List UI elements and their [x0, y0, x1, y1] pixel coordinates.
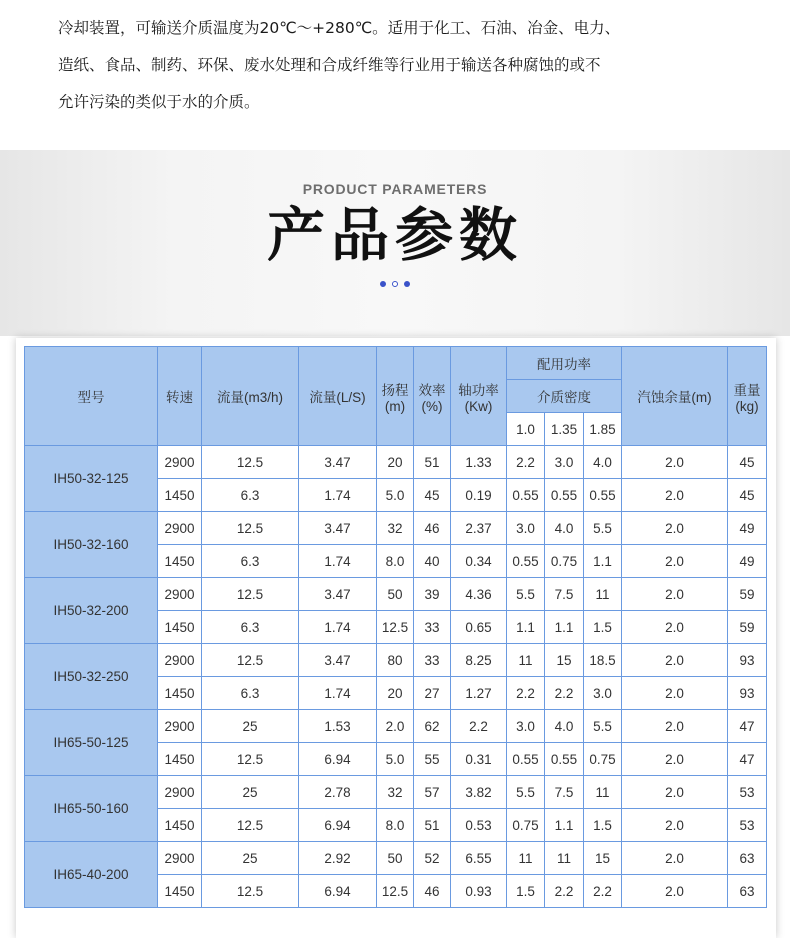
- model-cell: IH65-40-200: [25, 842, 158, 908]
- header-weight: [728, 347, 767, 446]
- value-cell: 15: [584, 842, 622, 875]
- value-cell: 2.37: [451, 512, 507, 545]
- value-cell: 0.75: [507, 809, 545, 842]
- value-cell: 5.0: [377, 479, 414, 512]
- value-cell: 11: [584, 578, 622, 611]
- value-cell: 62: [414, 710, 451, 743]
- value-cell: 2.2: [451, 710, 507, 743]
- value-cell: 6.3: [202, 677, 299, 710]
- header-density-1: 1.0: [507, 413, 545, 446]
- value-cell: 11: [584, 776, 622, 809]
- table-row: [25, 710, 767, 743]
- section-banner: [0, 150, 790, 336]
- table-body: [25, 446, 767, 908]
- value-cell: 33: [414, 644, 451, 677]
- value-cell: 1.53: [299, 710, 377, 743]
- value-cell: 53: [728, 809, 767, 842]
- value-cell: 63: [728, 875, 767, 908]
- header-weight-l2: (kg): [735, 398, 759, 414]
- value-cell: 0.55: [507, 545, 545, 578]
- value-cell: 2900: [158, 512, 202, 545]
- value-cell: 4.36: [451, 578, 507, 611]
- value-cell: 2900: [158, 842, 202, 875]
- value-cell: 1.1: [545, 611, 584, 644]
- value-cell: 50: [377, 842, 414, 875]
- value-cell: 2.0: [622, 512, 728, 545]
- value-cell: 18.5: [584, 644, 622, 677]
- value-cell: 0.93: [451, 875, 507, 908]
- value-cell: 3.82: [451, 776, 507, 809]
- value-cell: 3.0: [507, 512, 545, 545]
- header-shaft-l2: (Kw): [464, 398, 493, 414]
- value-cell: 63: [728, 842, 767, 875]
- value-cell: 2.0: [622, 710, 728, 743]
- value-cell: 1450: [158, 677, 202, 710]
- value-cell: 0.55: [507, 743, 545, 776]
- value-cell: 55: [414, 743, 451, 776]
- value-cell: 6.3: [202, 479, 299, 512]
- section-subtitle: PRODUCT PARAMETERS: [302, 181, 488, 197]
- value-cell: 2.2: [507, 446, 545, 479]
- value-cell: 0.31: [451, 743, 507, 776]
- value-cell: 0.75: [584, 743, 622, 776]
- value-cell: 20: [377, 446, 414, 479]
- value-cell: 11: [507, 644, 545, 677]
- intro-line: 允许污染的类似于水的介质。: [58, 93, 260, 111]
- table-row: [25, 578, 767, 611]
- value-cell: 59: [728, 611, 767, 644]
- value-cell: 1450: [158, 875, 202, 908]
- table-row: [25, 512, 767, 545]
- table-header: [25, 347, 767, 446]
- model-cell: IH50-32-160: [25, 512, 158, 578]
- value-cell: 3.0: [584, 677, 622, 710]
- value-cell: 12.5: [202, 512, 299, 545]
- value-cell: 51: [414, 446, 451, 479]
- value-cell: 1450: [158, 611, 202, 644]
- value-cell: 45: [728, 479, 767, 512]
- value-cell: 1.5: [584, 611, 622, 644]
- value-cell: 47: [728, 710, 767, 743]
- value-cell: 1.74: [299, 545, 377, 578]
- value-cell: 2900: [158, 776, 202, 809]
- value-cell: 2.0: [377, 710, 414, 743]
- value-cell: 2.0: [622, 677, 728, 710]
- table-row: [25, 842, 767, 875]
- value-cell: 0.75: [545, 545, 584, 578]
- value-cell: 1450: [158, 809, 202, 842]
- value-cell: 20: [377, 677, 414, 710]
- value-cell: 12.5: [202, 743, 299, 776]
- model-cell: IH65-50-125: [25, 710, 158, 776]
- value-cell: 52: [414, 842, 451, 875]
- value-cell: 27: [414, 677, 451, 710]
- value-cell: 5.5: [584, 512, 622, 545]
- parameters-table: [24, 346, 767, 908]
- value-cell: 0.34: [451, 545, 507, 578]
- dot-icon: [380, 281, 386, 287]
- value-cell: 6.94: [299, 809, 377, 842]
- value-cell: 1.27: [451, 677, 507, 710]
- value-cell: 32: [377, 776, 414, 809]
- value-cell: 6.3: [202, 545, 299, 578]
- value-cell: 5.5: [584, 710, 622, 743]
- value-cell: 2900: [158, 578, 202, 611]
- model-cell: IH50-32-250: [25, 644, 158, 710]
- value-cell: 40: [414, 545, 451, 578]
- dot-ring-icon: [392, 281, 398, 287]
- value-cell: 6.55: [451, 842, 507, 875]
- header-eff-l1: 效率: [418, 382, 446, 398]
- value-cell: 47: [728, 743, 767, 776]
- header-weight-l1: 重量: [733, 382, 761, 398]
- value-cell: 5.0: [377, 743, 414, 776]
- intro-line: 造纸、食品、制药、环保、废水处理和合成纤维等行业用于输送各种腐蚀的或不: [58, 56, 601, 74]
- header-head-l2: (m): [384, 398, 406, 414]
- value-cell: 12.5: [202, 875, 299, 908]
- value-cell: 2.0: [622, 776, 728, 809]
- value-cell: 1.1: [584, 545, 622, 578]
- header-density-3: 1.85: [584, 413, 622, 446]
- value-cell: 2900: [158, 710, 202, 743]
- header-efficiency: [414, 347, 451, 446]
- value-cell: 39: [414, 578, 451, 611]
- decorative-dots: [0, 281, 790, 287]
- value-cell: 0.55: [545, 743, 584, 776]
- value-cell: 1.74: [299, 611, 377, 644]
- value-cell: 12.5: [377, 875, 414, 908]
- table-row: [25, 644, 767, 677]
- model-cell: IH50-32-200: [25, 578, 158, 644]
- value-cell: 3.47: [299, 512, 377, 545]
- section-title: 产品参数: [266, 201, 523, 269]
- value-cell: 2.0: [622, 545, 728, 578]
- value-cell: 2.2: [545, 677, 584, 710]
- value-cell: 1.74: [299, 677, 377, 710]
- value-cell: 51: [414, 809, 451, 842]
- value-cell: 2.0: [622, 743, 728, 776]
- header-power: 配用功率: [507, 347, 622, 380]
- value-cell: 2.78: [299, 776, 377, 809]
- value-cell: 8.0: [377, 545, 414, 578]
- value-cell: 3.0: [545, 446, 584, 479]
- value-cell: 1450: [158, 743, 202, 776]
- value-cell: 46: [414, 875, 451, 908]
- header-flow-m3h: 流量(m3/h): [202, 347, 299, 446]
- value-cell: 11: [545, 842, 584, 875]
- header-flow-ls: 流量(L/S): [299, 347, 377, 446]
- value-cell: 3.47: [299, 446, 377, 479]
- value-cell: 32: [377, 512, 414, 545]
- value-cell: 4.0: [545, 512, 584, 545]
- value-cell: 8.25: [451, 644, 507, 677]
- value-cell: 1.1: [545, 809, 584, 842]
- intro-line: 冷却装置，可输送介质温度为20℃～+280℃。适用于化工、石油、冶金、电力、: [58, 19, 621, 37]
- value-cell: 3.0: [507, 710, 545, 743]
- header-shaft-l1: 轴功率: [458, 382, 499, 398]
- value-cell: 93: [728, 677, 767, 710]
- value-cell: 1.1: [507, 611, 545, 644]
- value-cell: 12.5: [202, 446, 299, 479]
- table-row: [25, 776, 767, 809]
- value-cell: 1.74: [299, 479, 377, 512]
- value-cell: 25: [202, 710, 299, 743]
- value-cell: 0.19: [451, 479, 507, 512]
- value-cell: 57: [414, 776, 451, 809]
- value-cell: 2.0: [622, 611, 728, 644]
- model-cell: IH50-32-125: [25, 446, 158, 512]
- value-cell: 46: [414, 512, 451, 545]
- value-cell: 2.2: [507, 677, 545, 710]
- value-cell: 25: [202, 842, 299, 875]
- value-cell: 80: [377, 644, 414, 677]
- value-cell: 0.65: [451, 611, 507, 644]
- value-cell: 2.2: [584, 875, 622, 908]
- value-cell: 0.55: [507, 479, 545, 512]
- value-cell: 1450: [158, 545, 202, 578]
- header-npsh: 汽蚀余量(m): [622, 347, 728, 446]
- model-cell: IH65-50-160: [25, 776, 158, 842]
- value-cell: 53: [728, 776, 767, 809]
- parameters-card: [16, 338, 776, 938]
- value-cell: 11: [507, 842, 545, 875]
- value-cell: 7.5: [545, 776, 584, 809]
- header-density: 介质密度: [507, 380, 622, 413]
- value-cell: 59: [728, 578, 767, 611]
- value-cell: 2900: [158, 446, 202, 479]
- value-cell: 45: [414, 479, 451, 512]
- value-cell: 12.5: [377, 611, 414, 644]
- value-cell: 5.5: [507, 578, 545, 611]
- value-cell: 4.0: [584, 446, 622, 479]
- value-cell: 25: [202, 776, 299, 809]
- value-cell: 2.0: [622, 809, 728, 842]
- dot-icon: [404, 281, 410, 287]
- value-cell: 2.0: [622, 842, 728, 875]
- value-cell: 2.2: [545, 875, 584, 908]
- intro-text: [58, 10, 758, 121]
- value-cell: 2.0: [622, 446, 728, 479]
- value-cell: 2900: [158, 644, 202, 677]
- header-head: [377, 347, 414, 446]
- table-row: [25, 446, 767, 479]
- value-cell: 93: [728, 644, 767, 677]
- header-density-2: 1.35: [545, 413, 584, 446]
- value-cell: 1.5: [507, 875, 545, 908]
- value-cell: 12.5: [202, 644, 299, 677]
- value-cell: 50: [377, 578, 414, 611]
- value-cell: 3.47: [299, 578, 377, 611]
- value-cell: 0.55: [584, 479, 622, 512]
- value-cell: 49: [728, 545, 767, 578]
- value-cell: 2.0: [622, 875, 728, 908]
- value-cell: 6.3: [202, 611, 299, 644]
- value-cell: 8.0: [377, 809, 414, 842]
- value-cell: 5.5: [507, 776, 545, 809]
- header-head-l1: 扬程: [381, 382, 409, 398]
- header-speed: 转速: [158, 347, 202, 446]
- value-cell: 2.0: [622, 578, 728, 611]
- value-cell: 2.92: [299, 842, 377, 875]
- value-cell: 1450: [158, 479, 202, 512]
- value-cell: 15: [545, 644, 584, 677]
- header-shaft-power: [451, 347, 507, 446]
- value-cell: 6.94: [299, 875, 377, 908]
- value-cell: 4.0: [545, 710, 584, 743]
- value-cell: 33: [414, 611, 451, 644]
- value-cell: 3.47: [299, 644, 377, 677]
- value-cell: 49: [728, 512, 767, 545]
- value-cell: 45: [728, 446, 767, 479]
- value-cell: 1.33: [451, 446, 507, 479]
- value-cell: 2.0: [622, 644, 728, 677]
- value-cell: 12.5: [202, 809, 299, 842]
- value-cell: 12.5: [202, 578, 299, 611]
- value-cell: 0.53: [451, 809, 507, 842]
- header-model: 型号: [25, 347, 158, 446]
- value-cell: 6.94: [299, 743, 377, 776]
- value-cell: 1.5: [584, 809, 622, 842]
- value-cell: 0.55: [545, 479, 584, 512]
- value-cell: 7.5: [545, 578, 584, 611]
- value-cell: 2.0: [622, 479, 728, 512]
- header-eff-l2: (%): [421, 398, 443, 414]
